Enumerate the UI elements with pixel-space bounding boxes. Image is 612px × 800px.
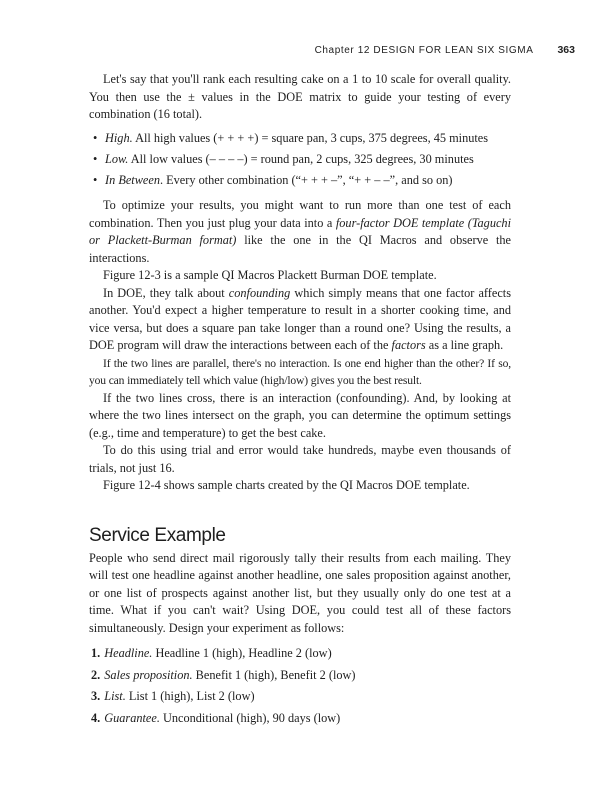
bullet-text: All high values (+ + + +) = square pan, 3 cups, 375 degrees, 45 minutes bbox=[132, 130, 489, 145]
bullet-item bbox=[89, 151, 511, 169]
bullet-item bbox=[89, 172, 511, 190]
item-label: List. bbox=[104, 689, 126, 703]
trial-paragraph: To do this using trial and error would take hundreds, maybe even thousands of trials, not just 16. bbox=[89, 443, 511, 475]
item-label: Headline. bbox=[104, 646, 153, 660]
bullet-icon: • bbox=[93, 151, 98, 166]
figure-4-paragraph: Figure 12-4 shows sample charts created by the QI Macros DOE template. bbox=[103, 478, 470, 492]
numbered-item bbox=[89, 710, 511, 728]
numbered-item bbox=[89, 688, 511, 706]
numbered-list bbox=[89, 645, 511, 727]
optimize-text-end: like the one in the QI Macros and observe the interactions. bbox=[89, 233, 511, 265]
confounding-term: confounding bbox=[228, 285, 291, 300]
bullet-label: In Between bbox=[105, 172, 160, 187]
bullet-icon: • bbox=[93, 130, 98, 145]
item-text: Unconditional (high), 90 days (low) bbox=[159, 710, 341, 725]
item-number: 3. bbox=[91, 689, 101, 703]
bullet-label: High. bbox=[105, 130, 133, 145]
section-heading: Service Example bbox=[89, 524, 226, 546]
bullet-text: . Every other combination (“+ + + –”, “+ + – –”, and so on) bbox=[159, 172, 453, 187]
item-label: Guarantee. bbox=[104, 710, 160, 725]
item-text: Benefit 1 (high), Benefit 2 (low) bbox=[192, 667, 356, 682]
numbered-item bbox=[89, 645, 511, 663]
parallel-paragraph: If the two lines are parallel, there's no interaction. Is one end higher than the other? If so, you can immediately tell which value (high/low) gives you the best result. bbox=[89, 356, 511, 387]
service-paragraph: People who send direct mail rigorously tally their results from each mailing. They will test one headline against another headline, one sales proposition against another, or one list of prospects against another list, but they usually only do one test at a time. What if you can't wait? Using DOE, you could test all of these factors simultaneously. Design your experiment as follows: bbox=[89, 550, 511, 635]
page-body bbox=[89, 71, 511, 731]
confounding-text-middle: which simply means that one factor affects another. You'd expect a higher temperature to result in a shorter cooking time, and vice versa, but does a square pan take longer than a round one? Using the results, a DOE program will draw the interactions between each of the bbox=[89, 285, 511, 352]
item-number: 2. bbox=[91, 667, 101, 682]
confounding-text-end: as a line graph. bbox=[425, 338, 504, 352]
running-header bbox=[0, 44, 575, 56]
numbered-item bbox=[89, 667, 511, 685]
page-number: 363 bbox=[557, 44, 575, 56]
item-label: Sales proposition. bbox=[104, 667, 193, 682]
confounding-text-start: In DOE, they talk about bbox=[103, 285, 229, 300]
factors-term: factors bbox=[391, 338, 426, 352]
bullet-text: All low values (– – – –) = round pan, 2 cups, 325 degrees, 30 minutes bbox=[128, 151, 474, 166]
optimize-text-start: To optimize your results, you might want to run more than one test of each combination. Then you just plug your data into a bbox=[89, 198, 511, 230]
cross-paragraph: If the two lines cross, there is an interaction (confounding). And, by looking at where the two lines intersect on the graph, you can determine the optimum settings (e.g., time and temperature) to get the best cake. bbox=[89, 390, 511, 440]
bullet-label: Low. bbox=[105, 151, 129, 166]
item-number: 4. bbox=[91, 710, 101, 725]
item-text: List 1 (high), List 2 (low) bbox=[125, 689, 255, 703]
bullet-list bbox=[89, 130, 511, 190]
template-name: four-factor DOE template (Taguchi or Plackett-Burman format) bbox=[89, 215, 511, 247]
figure-3-paragraph: Figure 12-3 is a sample QI Macros Plackett Burman DOE template. bbox=[103, 268, 437, 282]
item-text: Headline 1 (high), Headline 2 (low) bbox=[152, 646, 332, 660]
item-number: 1. bbox=[91, 646, 101, 660]
optimize-paragraph bbox=[89, 197, 511, 267]
intro-paragraph: Let's say that you'll rank each resulting cake on a 1 to 10 scale for overall quality. You then use the ± values in the DOE matrix to guide your testing of every combination (16 total). bbox=[89, 72, 511, 121]
bullet-item bbox=[89, 130, 511, 148]
confounding-paragraph bbox=[89, 285, 511, 355]
bullet-icon: • bbox=[93, 172, 98, 187]
chapter-title: Chapter 12 DESIGN FOR LEAN SIX SIGMA bbox=[314, 45, 534, 56]
